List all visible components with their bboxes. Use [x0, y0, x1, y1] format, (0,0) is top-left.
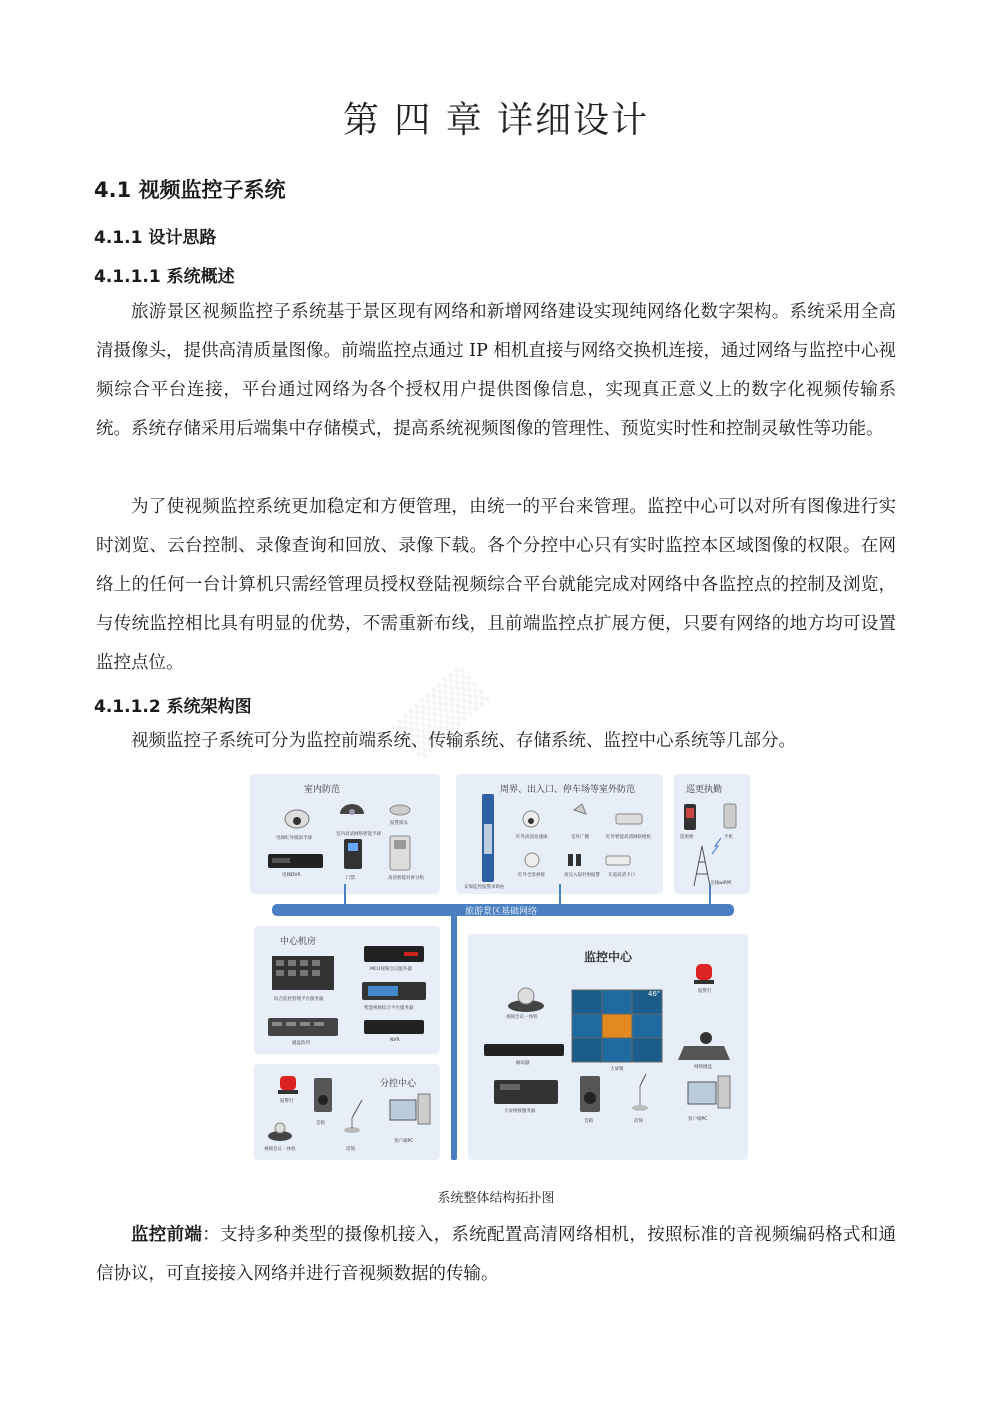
label-indoor-cam: 电梯红外模拟半球: [276, 836, 312, 841]
label-room-mcu: MCU视频会议服务器: [370, 967, 412, 972]
label-patrol-phone: 手机: [724, 835, 733, 840]
label-cc-keyboard: 网络键盘: [694, 1065, 712, 1070]
label-perim-ir-cam: 红外智能高清网络枪机: [606, 835, 651, 840]
panel-machine-room: [254, 926, 440, 1054]
indoor-title: 室内防范: [304, 785, 341, 795]
label-sub-alarm: 报警灯: [280, 1099, 294, 1104]
section-heading-4-1-1-2: 4.1.1.2 系统架构图: [94, 697, 252, 717]
label-perim-column: 安保监控报警求助柱: [464, 885, 505, 890]
label-indoor-dvr: 电梯DVR: [282, 873, 301, 878]
paragraph-architecture: 视频监控子系统可分为监控前端系统、传输系统、存储系统、监控中心系统等几部分。: [131, 731, 796, 751]
label-indoor-dome: 室内高清网络智能半球: [336, 832, 381, 837]
paragraph-front-end: [96, 1216, 896, 1294]
chapter-title: 第 四 章 详细设计: [342, 100, 650, 141]
label-cc-speaker: 音箱: [584, 1119, 593, 1124]
panel-perimeter: [456, 774, 663, 894]
label-patrol-device: 巡更棒: [680, 835, 694, 840]
paragraph-management: 为了使视频监控系统更加稳定和方便管理，由统一的平台来管理。监控中心可以对所有图像进行实时浏览、云台控制、录像查询和回放、录像下载。各个分控中心只有实时监控本区域图像的权限。在网络上的任何一台计算机只需经管理员授权登陆视频综合平台就能完成对网络中各监控点的控制及浏览，与传统监控相比具有明显的优势，不需重新布线，且前端监控点扩展方便，只要有网络的地方均可设置监控点位。: [96, 497, 896, 673]
label-sub-speaker: 音箱: [316, 1121, 325, 1126]
figure-caption: 系统整体结构拓扑图: [437, 1191, 555, 1206]
label-perim-plate: 车道高清卡口: [608, 873, 635, 878]
network-bus-label: 旅游景区基础网络: [465, 907, 538, 917]
label-indoor-alarm: 报警探头: [390, 821, 408, 826]
section-heading-4-1-1-1: 4.1.1.1 系统概述: [94, 267, 235, 287]
label-cc-conf: 视频会议一体机: [506, 1015, 538, 1020]
label-indoor-intercom: 高清智能对讲分机: [388, 876, 424, 881]
machine-room-devices-icon: [254, 926, 440, 1054]
label-perim-dome2: 红外全景拼接: [518, 873, 545, 878]
label-sub-conf: 视频会议一体机: [264, 1147, 296, 1152]
label-cc-mic: 话筒: [634, 1119, 643, 1124]
panel-control-center: [468, 934, 748, 1160]
watermark: ▒▒▒: [391, 665, 491, 761]
network-trunk: [451, 914, 457, 1160]
panel-patrol: [674, 774, 750, 894]
label-sub-pc: 客户端PC: [394, 1139, 414, 1144]
label-perim-speaker: 室外广播: [571, 835, 589, 840]
label-perim-sensor: 高压入侵对射报警: [564, 873, 600, 878]
topology-diagram: [250, 774, 750, 1164]
label-cc-pc: 客户端PC: [688, 1117, 708, 1122]
label-perim-ptz: 红外高清高速球: [516, 835, 548, 840]
section-heading-4-1: 4.1 视频监控子系统: [94, 178, 286, 202]
control-center-devices-icon: [468, 934, 748, 1160]
label-room-nvr: NVR: [390, 1038, 400, 1043]
panel-sub-center: [254, 1064, 440, 1160]
paragraph-overview: 旅游景区视频监控子系统基于景区现有网络和新增网络建设实现纯网络化数字架构。系统采用全高清摄像头，提供高清质量图像。前端监控点通过 IP 相机直接与网络交换机连接，通过网络与监控中心视频综合平台连接，平台通过网络为各个授权用户提供图像信息，实现真正意义上的数字化视频传输系统。系统存储采用后端集中存储模式，提高系统视频图像的管理性、预览实时性和控制灵敏性等功能。: [96, 302, 896, 439]
machine-room-title: 中心机房: [280, 937, 317, 947]
label-patrol-tower: 无线wifi网: [710, 881, 732, 886]
label-sub-mic: 话筒: [346, 1147, 355, 1152]
label-cc-alarm: 报警灯: [698, 989, 712, 994]
sub-center-title: 分控中心: [380, 1079, 417, 1089]
big-screen-size: 46": [648, 990, 661, 998]
label-cc-screen: 大屏墙: [610, 1067, 624, 1072]
bus-connectors-icon: [250, 884, 750, 914]
label-room-grid: 综合监控管理平台服务器: [274, 997, 324, 1002]
label-room-storage: 磁盘阵列: [292, 1041, 310, 1046]
front-end-text: ：支持多种类型的摄像机接入，系统配置高清网络相机，按照标准的音视频编码格式和通信协议，可直接接入网络并进行音视频数据的传输。: [96, 1225, 897, 1284]
front-end-term: 监控前端: [131, 1225, 203, 1245]
panel-indoor: [250, 774, 440, 894]
label-indoor-door: 门禁: [346, 876, 355, 881]
control-center-title: 监控中心: [584, 950, 633, 964]
section-heading-4-1-1: 4.1.1 设计思路: [94, 228, 217, 248]
perimeter-title: 周界、出入口、停车场等室外防范: [500, 785, 636, 795]
label-cc-decoder: 解码器: [516, 1061, 530, 1066]
label-room-server: 智慧视频综合平台服务器: [364, 1006, 414, 1011]
patrol-title: 巡更执勤: [686, 785, 723, 795]
label-cc-splicer: 大屏拼接服务器: [504, 1109, 536, 1114]
